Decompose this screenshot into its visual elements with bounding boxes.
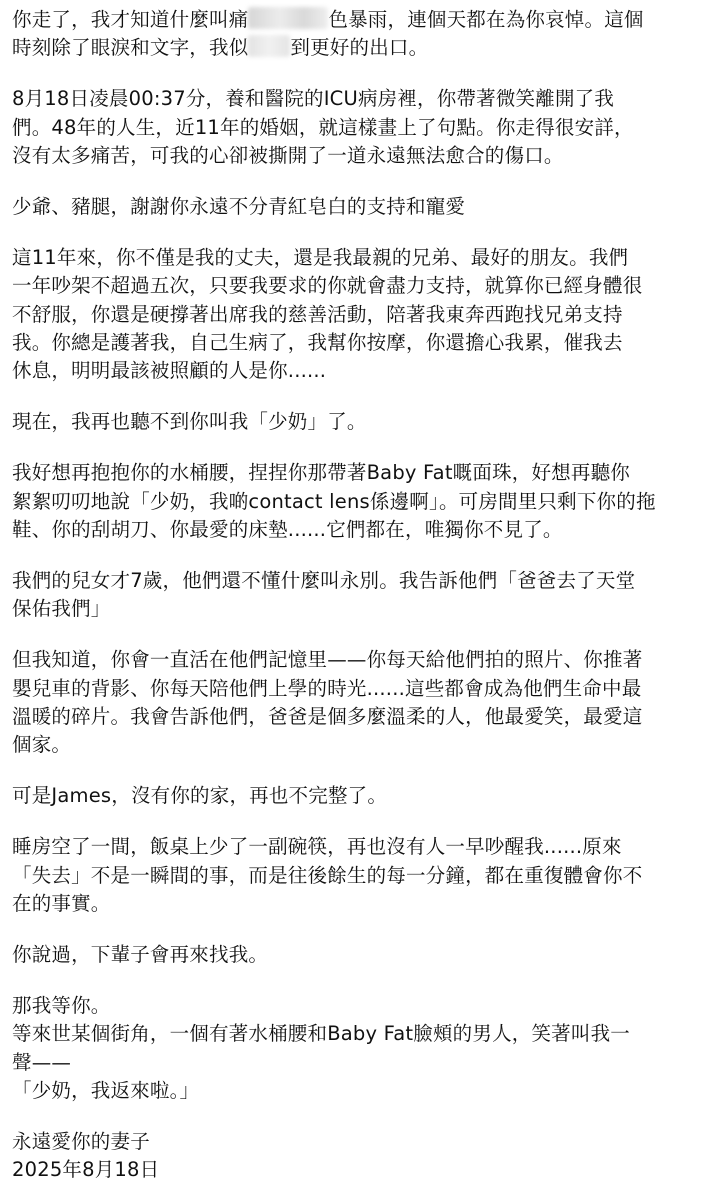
- paragraph-thanks: [12, 193, 709, 221]
- text-line: 溫暖的碎片。我會告訴他們，爸爸是個多麼溫柔的人，他最愛笑，最愛這: [12, 704, 643, 728]
- text-line: 們。48年的人生，近11年的婚姻，就這樣畫上了句點。你走得很安詳，: [12, 115, 634, 139]
- text-fragment: 到更好的出口。: [290, 36, 429, 60]
- text-fragment: 你走了，我才知道什麼叫痛: [12, 8, 249, 31]
- text-line: 嬰兒車的背影、你每天陪他們上學的時光......這些都會成為他們生命中最: [12, 676, 642, 700]
- text-line: 我好想再抱抱你的水桶腰，捏捏你那帶著Baby Fat嘅面珠，好想再聽你: [12, 461, 630, 485]
- paragraph-now: [12, 408, 709, 436]
- text-line: 那我等你。: [12, 994, 111, 1018]
- text-line: 休息，明明最該被照顧的人是你......: [12, 359, 327, 383]
- text-line: 可是James，沒有你的家，再也不完整了。: [12, 784, 388, 808]
- blurred-redaction: [248, 7, 328, 29]
- text-line: 等來世某個街角，一個有著水桶腰和Baby Fat臉頰的男人，笑著叫我一: [12, 1022, 630, 1046]
- text-line: 我。你總是護著我，自己生病了，我幫你按摩，你還擔心我累，催我去: [12, 330, 623, 354]
- text-line: 聲——: [12, 1050, 72, 1074]
- text-line: 8月18日凌晨00:37分，養和醫院的ICU病房裡，你帶著微笑離開了我: [12, 87, 615, 111]
- blurred-redaction: [248, 35, 290, 57]
- paragraph-remembrance: [12, 646, 709, 759]
- text-line: 但我知道，你會一直活在他們記憶里——你每天給他們拍的照片、你推著: [12, 648, 643, 672]
- text-line: 在的事實。: [12, 891, 111, 915]
- signature-block: [12, 1128, 709, 1184]
- text-line: 現在，我再也聽不到你叫我「少奶」了。: [12, 410, 367, 434]
- signature-line: 永遠愛你的妻子: [12, 1130, 150, 1154]
- text-line: 沒有太多痛苦，可我的心卻被撕開了一道永遠無法愈合的傷口。: [12, 143, 564, 167]
- text-line: [12, 34, 709, 62]
- text-fragment: 時刻除了眼淚和文字，我似: [12, 36, 249, 60]
- paragraph-waiting: [12, 992, 709, 1105]
- text-line: 我們的兒女才7歲，他們還不懂什麼叫永別。我告訴他們「爸爸去了天堂: [12, 569, 636, 593]
- text-line: 絮絮叨叨地說「少奶，我啲contact lens係邊啊」。可房間里只剩下你的拖: [12, 489, 656, 513]
- text-line: 少爺、豬腿，謝謝你永遠不分青紅皂白的支持和寵愛: [12, 195, 466, 219]
- text-line: 「少奶，我返來啦。」: [12, 1078, 200, 1102]
- paragraph-opening: [12, 6, 709, 62]
- text-line: 保佑我們」: [12, 597, 111, 621]
- signature-date: 2025年8月18日: [12, 1158, 160, 1182]
- paragraph-loss: [12, 833, 709, 918]
- text-line: 睡房空了一間，飯桌上少了一副碗筷，再也沒有人一早吵醒我......原來: [12, 835, 622, 859]
- paragraph-eleven-years: [12, 244, 709, 385]
- text-line: [12, 6, 709, 34]
- text-line: 這11年來，你不僅是我的丈夫，還是我最親的兄弟、最好的朋友。我們: [12, 246, 629, 270]
- text-line: 「失去」不是一瞬間的事，而是往後餘生的每一分鐘，都在重復體會你不: [12, 863, 643, 887]
- paragraph-hospital: [12, 85, 709, 170]
- text-line: 鞋、你的刮胡刀、你最愛的床墊......它們都在，唯獨你不見了。: [12, 517, 563, 541]
- paragraph-next-life: [12, 941, 709, 969]
- text-line: 一年吵架不超過五次，只要我要求的你就會盡力支持，就算你已經身體很: [12, 274, 643, 298]
- paragraph-memories: [12, 459, 709, 544]
- text-line: 不舒服，你還是硬撐著出席我的慈善活動，陪著我東奔西跑找兄弟支持: [12, 302, 623, 326]
- text-fragment: 色暴雨，連個天都在為你哀悼。這個: [328, 8, 644, 31]
- text-line: 你說過，下輩子會再來找我。: [12, 943, 269, 967]
- paragraph-children: [12, 567, 709, 623]
- text-line: 個家。: [12, 733, 72, 757]
- paragraph-james: [12, 782, 709, 810]
